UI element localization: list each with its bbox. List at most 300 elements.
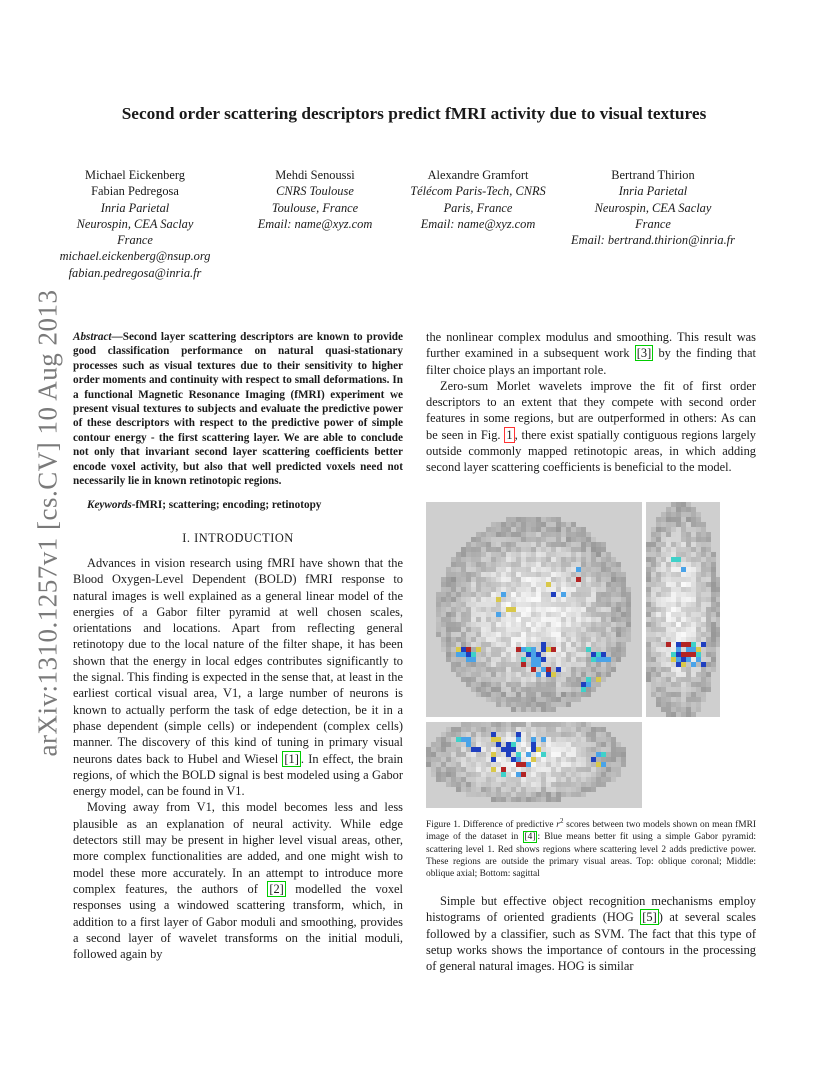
brain-voxel [436, 772, 441, 777]
brain-voxel [481, 632, 486, 637]
brain-voxel [451, 607, 456, 612]
brain-voxel [711, 662, 716, 667]
brain-voxel [586, 637, 591, 642]
brain-voxel [576, 527, 581, 532]
brain-voxel [441, 587, 446, 592]
brain-voxel [576, 727, 581, 732]
brain-voxel [651, 562, 656, 567]
brain-voxel [526, 582, 531, 587]
activation-voxel [701, 642, 706, 647]
brain-voxel [586, 777, 591, 782]
brain-voxel [616, 632, 621, 637]
brain-voxel [611, 642, 616, 647]
brain-voxel [546, 522, 551, 527]
author-line[interactable]: fabian.pedregosa@inria.fr [68, 265, 202, 280]
brain-voxel [521, 702, 526, 707]
brain-voxel [566, 677, 571, 682]
brain-voxel [666, 507, 671, 512]
brain-voxel [446, 757, 451, 762]
brain-voxel [711, 627, 716, 632]
brain-voxel [566, 732, 571, 737]
brain-voxel [581, 597, 586, 602]
author-line[interactable]: Email: name@xyz.com [420, 216, 536, 231]
brain-voxel [441, 742, 446, 747]
brain-voxel [676, 672, 681, 677]
brain-voxel [621, 747, 626, 752]
brain-voxel [711, 557, 716, 562]
brain-voxel [666, 697, 671, 702]
brain-voxel [671, 612, 676, 617]
brain-voxel [566, 792, 571, 797]
author-line[interactable]: michael.eickenberg@nsup.org [59, 249, 211, 264]
brain-voxel [566, 692, 571, 697]
brain-voxel [501, 547, 506, 552]
brain-voxel [491, 562, 496, 567]
brain-voxel [466, 672, 471, 677]
brain-voxel [696, 602, 701, 607]
brain-voxel [536, 762, 541, 767]
brain-voxel [521, 777, 526, 782]
text-segment: scores between two models shown on mean fMRI image of the dataset in [426, 820, 756, 843]
brain-voxel [491, 602, 496, 607]
brain-voxel [516, 727, 521, 732]
brain-voxel [551, 747, 556, 752]
brain-voxel [711, 607, 716, 612]
brain-voxel [466, 572, 471, 577]
brain-voxel [526, 677, 531, 682]
author-line[interactable]: Email: bertrand.thirion@inria.fr [571, 233, 735, 248]
brain-voxel [681, 562, 686, 567]
activation-voxel [686, 642, 691, 647]
brain-voxel [696, 542, 701, 547]
brain-voxel [686, 512, 691, 517]
brain-voxel [501, 722, 506, 727]
brain-voxel [486, 547, 491, 552]
activation-voxel [581, 687, 586, 692]
brain-voxel [621, 577, 626, 582]
brain-voxel [701, 527, 706, 532]
brain-voxel [586, 787, 591, 792]
brain-voxel [566, 522, 571, 527]
abstract-lead: Abstract [73, 331, 112, 343]
brain-voxel [596, 567, 601, 572]
brain-voxel [546, 607, 551, 612]
brain-voxel [486, 602, 491, 607]
brain-voxel [586, 592, 591, 597]
brain-voxel [651, 667, 656, 672]
brain-voxel [501, 672, 506, 677]
brain-voxel [476, 772, 481, 777]
brain-voxel [651, 597, 656, 602]
brain-voxel [556, 627, 561, 632]
brain-voxel [706, 597, 711, 602]
brain-voxel [511, 627, 516, 632]
brain-voxel [676, 542, 681, 547]
brain-voxel [586, 597, 591, 602]
brain-voxel [496, 647, 501, 652]
brain-voxel [611, 637, 616, 642]
brain-voxel [441, 627, 446, 632]
brain-voxel [531, 707, 536, 712]
brain-voxel [501, 582, 506, 587]
brain-voxel [476, 732, 481, 737]
brain-voxel [471, 762, 476, 767]
brain-voxel [461, 642, 466, 647]
brain-voxel [661, 617, 666, 622]
brain-voxel [516, 557, 521, 562]
brain-voxel [456, 787, 461, 792]
math-variable: r [556, 820, 560, 831]
brain-voxel [451, 637, 456, 642]
brain-voxel [671, 587, 676, 592]
brain-voxel [466, 682, 471, 687]
brain-voxel [676, 577, 681, 582]
brain-voxel [471, 737, 476, 742]
brain-voxel [666, 582, 671, 587]
brain-voxel [511, 687, 516, 692]
brain-voxel [511, 782, 516, 787]
brain-voxel [696, 532, 701, 537]
brain-voxel [541, 757, 546, 762]
activation-voxel [596, 657, 601, 662]
brain-voxel [596, 612, 601, 617]
brain-voxel [666, 512, 671, 517]
brain-voxel [671, 512, 676, 517]
brain-voxel [451, 767, 456, 772]
brain-voxel [651, 602, 656, 607]
brain-voxel [461, 767, 466, 772]
brain-voxel [681, 687, 686, 692]
brain-voxel [591, 567, 596, 572]
brain-voxel [596, 742, 601, 747]
brain-voxel [511, 762, 516, 767]
brain-voxel [511, 737, 516, 742]
brain-voxel [516, 782, 521, 787]
brain-voxel [441, 772, 446, 777]
brain-voxel [536, 642, 541, 647]
brain-voxel [561, 582, 566, 587]
paragraph [426, 378, 756, 476]
brain-voxel [451, 752, 456, 757]
brain-voxel [691, 602, 696, 607]
brain-voxel [531, 722, 536, 727]
citation-link[interactable]: [4] [524, 832, 536, 843]
brain-voxel [466, 587, 471, 592]
brain-voxel [651, 692, 656, 697]
brain-voxel [491, 687, 496, 692]
brain-voxel [541, 597, 546, 602]
brain-voxel [601, 767, 606, 772]
brain-voxel [461, 772, 466, 777]
brain-voxel [706, 622, 711, 627]
brain-voxel [551, 797, 556, 802]
activation-voxel [501, 767, 506, 772]
brain-voxel [466, 602, 471, 607]
brain-voxel [521, 642, 526, 647]
brain-voxel [546, 767, 551, 772]
brain-voxel [646, 582, 651, 587]
brain-voxel [586, 612, 591, 617]
brain-voxel [656, 572, 661, 577]
brain-voxel [531, 547, 536, 552]
author-line: Fabian Pedregosa [91, 184, 179, 199]
brain-voxel [576, 627, 581, 632]
brain-voxel [501, 727, 506, 732]
brain-voxel [616, 607, 621, 612]
brain-voxel [666, 557, 671, 562]
brain-voxel [671, 692, 676, 697]
brain-voxel [506, 767, 511, 772]
citation-link[interactable]: [5] [642, 910, 657, 925]
brain-voxel [686, 632, 691, 637]
brain-voxel [481, 647, 486, 652]
brain-voxel [556, 617, 561, 622]
brain-voxel [471, 792, 476, 797]
brain-voxel [646, 552, 651, 557]
brain-voxel [536, 537, 541, 542]
brain-voxel [551, 697, 556, 702]
brain-voxel [501, 527, 506, 532]
brain-voxel [646, 592, 651, 597]
brain-voxel [546, 732, 551, 737]
brain-voxel [556, 697, 561, 702]
brain-voxel [521, 787, 526, 792]
brain-voxel [691, 507, 696, 512]
brain-voxel [556, 542, 561, 547]
activation-voxel [516, 762, 521, 767]
brain-voxel [516, 672, 521, 677]
brain-voxel [551, 757, 556, 762]
citation-link[interactable]: [2] [269, 881, 284, 896]
brain-voxel [506, 647, 511, 652]
brain-voxel [671, 517, 676, 522]
brain-voxel [451, 622, 456, 627]
brain-voxel [651, 647, 656, 652]
brain-voxel [471, 752, 476, 757]
brain-voxel [546, 742, 551, 747]
brain-voxel [531, 627, 536, 632]
brain-voxel [471, 632, 476, 637]
brain-voxel [441, 757, 446, 762]
brain-voxel [536, 732, 541, 737]
brain-voxel [491, 692, 496, 697]
brain-voxel [431, 757, 436, 762]
brain-voxel [526, 737, 531, 742]
figure-panel-coronal [426, 502, 642, 717]
brain-voxel [586, 727, 591, 732]
brain-voxel [516, 522, 521, 527]
brain-voxel [596, 732, 601, 737]
brain-voxel [611, 742, 616, 747]
activation-voxel [701, 662, 706, 667]
brain-voxel [516, 687, 521, 692]
brain-voxel [476, 662, 481, 667]
brain-voxel [481, 737, 486, 742]
brain-voxel [601, 597, 606, 602]
brain-voxel [496, 772, 501, 777]
brain-voxel [561, 682, 566, 687]
brain-voxel [606, 587, 611, 592]
brain-voxel [606, 627, 611, 632]
brain-voxel [671, 522, 676, 527]
brain-voxel [501, 597, 506, 602]
brain-voxel [511, 682, 516, 687]
brain-voxel [601, 572, 606, 577]
brain-voxel [496, 762, 501, 767]
brain-voxel [546, 537, 551, 542]
brain-voxel [561, 722, 566, 727]
brain-voxel [706, 557, 711, 562]
brain-voxel [536, 582, 541, 587]
brain-voxel [536, 757, 541, 762]
brain-voxel [581, 662, 586, 667]
activation-voxel [546, 647, 551, 652]
activation-voxel [586, 682, 591, 687]
brain-voxel [576, 542, 581, 547]
brain-voxel [506, 532, 511, 537]
brain-voxel [551, 662, 556, 667]
brain-voxel [571, 607, 576, 612]
brain-voxel [621, 612, 626, 617]
brain-voxel [666, 652, 671, 657]
brain-voxel [656, 532, 661, 537]
brain-voxel [551, 547, 556, 552]
brain-voxel [496, 537, 501, 542]
brain-voxel [461, 637, 466, 642]
brain-voxel [566, 687, 571, 692]
brain-voxel [451, 572, 456, 577]
brain-voxel [521, 557, 526, 562]
brain-voxel [551, 532, 556, 537]
brain-voxel [476, 667, 481, 672]
brain-voxel [441, 622, 446, 627]
activation-voxel [676, 662, 681, 667]
brain-voxel [661, 667, 666, 672]
brain-voxel [511, 602, 516, 607]
brain-voxel [461, 727, 466, 732]
brain-voxel [546, 517, 551, 522]
brain-voxel [441, 732, 446, 737]
brain-voxel [471, 537, 476, 542]
brain-voxel [456, 672, 461, 677]
brain-voxel [561, 597, 566, 602]
brain-voxel [441, 747, 446, 752]
brain-voxel [476, 742, 481, 747]
figure-reference-link[interactable]: 1 [506, 427, 513, 442]
brain-voxel [661, 547, 666, 552]
brain-voxel [521, 632, 526, 637]
brain-voxel [511, 577, 516, 582]
brain-voxel [561, 642, 566, 647]
brain-voxel [466, 787, 471, 792]
brain-voxel [691, 702, 696, 707]
brain-voxel [561, 792, 566, 797]
citation-link[interactable]: [1] [284, 751, 299, 766]
brain-voxel [676, 632, 681, 637]
activation-voxel [606, 657, 611, 662]
brain-voxel [526, 522, 531, 527]
brain-voxel [656, 632, 661, 637]
brain-voxel [596, 627, 601, 632]
brain-voxel [591, 602, 596, 607]
brain-voxel [586, 557, 591, 562]
brain-voxel [456, 732, 461, 737]
brain-voxel [491, 667, 496, 672]
brain-voxel [626, 627, 631, 632]
brain-voxel [581, 527, 586, 532]
brain-voxel [701, 692, 706, 697]
author-line: France [117, 233, 153, 248]
brain-voxel [686, 562, 691, 567]
brain-voxel [611, 632, 616, 637]
brain-voxel [566, 682, 571, 687]
brain-voxel [466, 767, 471, 772]
brain-voxel [521, 727, 526, 732]
brain-voxel [516, 617, 521, 622]
citation-link[interactable]: [3] [636, 346, 652, 361]
brain-voxel [531, 762, 536, 767]
brain-voxel [451, 782, 456, 787]
brain-voxel [471, 572, 476, 577]
brain-voxel [441, 762, 446, 767]
brain-voxel [676, 522, 681, 527]
brain-voxel [566, 782, 571, 787]
brain-voxel [476, 542, 481, 547]
brain-voxel [591, 562, 596, 567]
brain-voxel [516, 702, 521, 707]
brain-voxel [656, 627, 661, 632]
brain-voxel [586, 672, 591, 677]
brain-voxel [651, 677, 656, 682]
brain-voxel [476, 777, 481, 782]
brain-voxel [596, 647, 601, 652]
brain-voxel [551, 517, 556, 522]
brain-voxel [681, 697, 686, 702]
brain-voxel [506, 787, 511, 792]
brain-voxel [481, 682, 486, 687]
brain-voxel [666, 592, 671, 597]
brain-voxel [676, 567, 681, 572]
brain-voxel [466, 752, 471, 757]
brain-voxel [481, 622, 486, 627]
brain-voxel [646, 577, 651, 582]
brain-voxel [706, 672, 711, 677]
brain-voxel [521, 572, 526, 577]
brain-voxel [586, 622, 591, 627]
brain-voxel [686, 667, 691, 672]
brain-voxel [541, 602, 546, 607]
brain-voxel [486, 642, 491, 647]
brain-voxel [441, 777, 446, 782]
brain-voxel [596, 587, 601, 592]
brain-voxel [536, 702, 541, 707]
brain-voxel [501, 692, 506, 697]
brain-voxel [601, 612, 606, 617]
brain-voxel [711, 552, 716, 557]
brain-voxel [676, 562, 681, 567]
brain-voxel [531, 797, 536, 802]
brain-voxel [481, 617, 486, 622]
brain-voxel [661, 657, 666, 662]
brain-voxel [551, 787, 556, 792]
brain-voxel [561, 587, 566, 592]
author-line: Inria Parietal [618, 184, 688, 199]
author-line[interactable]: Email: name@xyz.com [257, 216, 373, 231]
brain-voxel [546, 677, 551, 682]
brain-voxel [551, 677, 556, 682]
text-segment: Simple but effective object recognition mechanisms employ histograms of oriented gradients (HOG [426, 894, 756, 925]
activation-voxel [541, 642, 546, 647]
